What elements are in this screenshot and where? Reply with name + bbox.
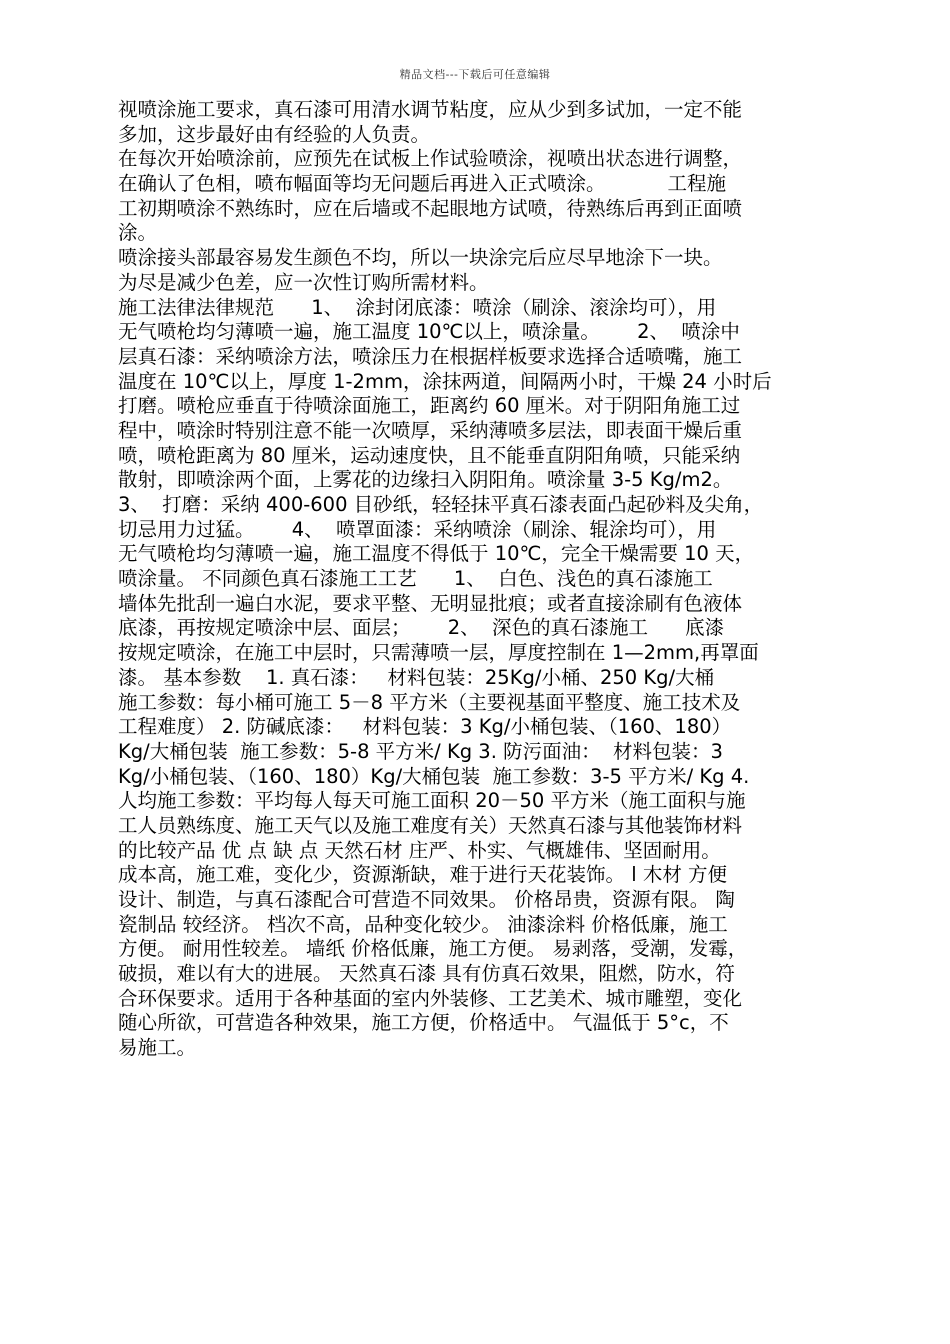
text-line: 散射，即喷涂两个面，上雾花的边缘扫入阴阳角。喷涂量 3-5 Kg/m2。 xyxy=(118,468,733,492)
text-line: 施工法律法律规范 1、 涂封闭底漆：喷涂（刷涂、滚涂均可），用 xyxy=(118,295,717,319)
text-line: 底漆，再按规定喷涂中层、面层； 2、 深色的真石漆施工 底漆 xyxy=(118,616,725,640)
text-line: 为尽是减少色差，应一次性订购所需材料。 xyxy=(118,270,489,294)
text-line: 多加，这步最好由有经验的人负责。 xyxy=(118,122,431,146)
text-line: 按规定喷涂，在施工中层时，只需薄喷一层，厚度控制在 1—2mm,再罩面 xyxy=(118,641,759,665)
text-line: 喷，喷枪距离为 80 厘米，运动速度快，且不能垂直阴阳角喷，只能采纳 xyxy=(118,443,741,467)
text-line: 视喷涂施工要求，真石漆可用清水调节粘度，应从少到多试加，一定不能 xyxy=(118,98,743,121)
text-line: 瓷制品 较经济。 档次不高，品种变化较少。 油漆涂料 价格低廉，施工 xyxy=(118,912,728,936)
text-line: 的比较产品 优 点 缺 点 天然石材 庄严、朴实、气概雄伟、坚固耐用。 xyxy=(118,838,721,862)
text-line: 合环保要求。适用于各种基面的室内外装修、工艺美术、城市雕塑，变化 xyxy=(118,986,743,1010)
text-line: 墙体先批刮一遍白水泥，要求平整、无明显批痕；或者直接涂刷有色液体 xyxy=(118,591,743,615)
text-line: 喷涂接头部最容易发生颜色不均，所以一块涂完后应尽早地涂下一块。 xyxy=(118,246,723,270)
text-line: 层真石漆：采纳喷涂方法，喷涂压力在根据样板要求选择合适喷嘴，施工 xyxy=(118,344,743,368)
text-line: 易施工。 xyxy=(118,1036,197,1060)
text-line: 无气喷枪均匀薄喷一遍，施工温度 10℃以上，喷涂量。 2、 喷涂中 xyxy=(118,320,740,344)
text-line: 在确认了色相，喷布幅面等均无问题后再进入正式喷涂。 工程施 xyxy=(118,172,726,196)
document-body xyxy=(118,98,836,1061)
text-line: Kg/小桶包装、（160、180）Kg/大桶包装 施工参数：3-5 平方米/ Kg 4. xyxy=(118,764,750,788)
text-line: 破损，难以有大的进展。 天然真石漆 具有仿真石效果，阻燃，防水，符 xyxy=(118,962,735,986)
text-line: 随心所欲，可营造各种效果，施工方便，价格适中。 气温低于 5°c，不 xyxy=(118,1011,729,1035)
text-line: 3、 打磨：采纳 400-600 目砂纸，轻轻抹平真石漆表面凸起砂料及尖角， xyxy=(118,493,764,516)
text-line: 打磨。喷枪应垂直于待喷涂面施工，距离约 60 厘米。对于阴阳角施工过 xyxy=(118,394,741,418)
text-line: 漆。 基本参数 1. 真石漆： 材料包装：25Kg/小桶、250 Kg/大桶 xyxy=(118,665,715,689)
text-line: 在每次开始喷涂前，应预先在试板上作试验喷涂，视喷出状态进行调整， xyxy=(118,147,743,171)
text-line: 涂。 xyxy=(118,221,158,245)
text-line: 施工参数：每小桶可施工 5－8 平方米（主要视基面平整度、施工技术及 xyxy=(118,690,741,714)
text-line: 无气喷枪均匀薄喷一遍，施工温度不得低于 10℃，完全干燥需要 10 天， xyxy=(118,542,755,566)
text-line: 工人员熟练度、施工天气以及施工难度有关）天然真石漆与其他装饰材料 xyxy=(118,813,743,837)
text-line: Kg/大桶包装 施工参数：5-8 平方米/ Kg 3. 防污面油： 材料包装：3 xyxy=(118,739,723,763)
text-line: 工初期喷涂不熟练时，应在后墙或不起眼地方试喷，待熟练后再到正面喷 xyxy=(118,196,743,220)
text-line: 方便。 耐用性较差。 墙纸 价格低廉，施工方便。 易剥落，受潮，发霉， xyxy=(118,937,748,961)
page-header: 精品文档---下载后可任意编辑 xyxy=(399,68,551,81)
text-line: 人均施工参数：平均每人每天可施工面积 20－50 平方米（施工面积与施 xyxy=(118,789,746,813)
text-line: 设计、制造，与真石漆配合可营造不同效果。 价格昂贵，资源有限。 陶 xyxy=(118,888,735,911)
text-line: 程中，喷涂时特别注意不能一次喷厚，采纳薄喷多层法，即表面干燥后重 xyxy=(118,418,743,442)
text-line: 温度在 10℃以上，厚度 1-2mm，涂抹两道，间隔两小时，干燥 24 小时后 xyxy=(118,369,772,393)
text-line: 成本高，施工难，变化少，资源渐缺，难于进行天花装饰。 l 木材 方便 xyxy=(118,863,728,887)
text-line: 喷涂量。 不同颜色真石漆施工工艺 1、 白色、浅色的真石漆施工 xyxy=(118,567,713,591)
text-line: 工程难度） 2. 防碱底漆： 材料包装：3 Kg/小桶包装、（160、180） xyxy=(118,715,732,739)
text-line: 切忌用力过猛。 4、 喷罩面漆：采纳喷涂（刷涂、辊涂均可），用 xyxy=(118,517,717,541)
